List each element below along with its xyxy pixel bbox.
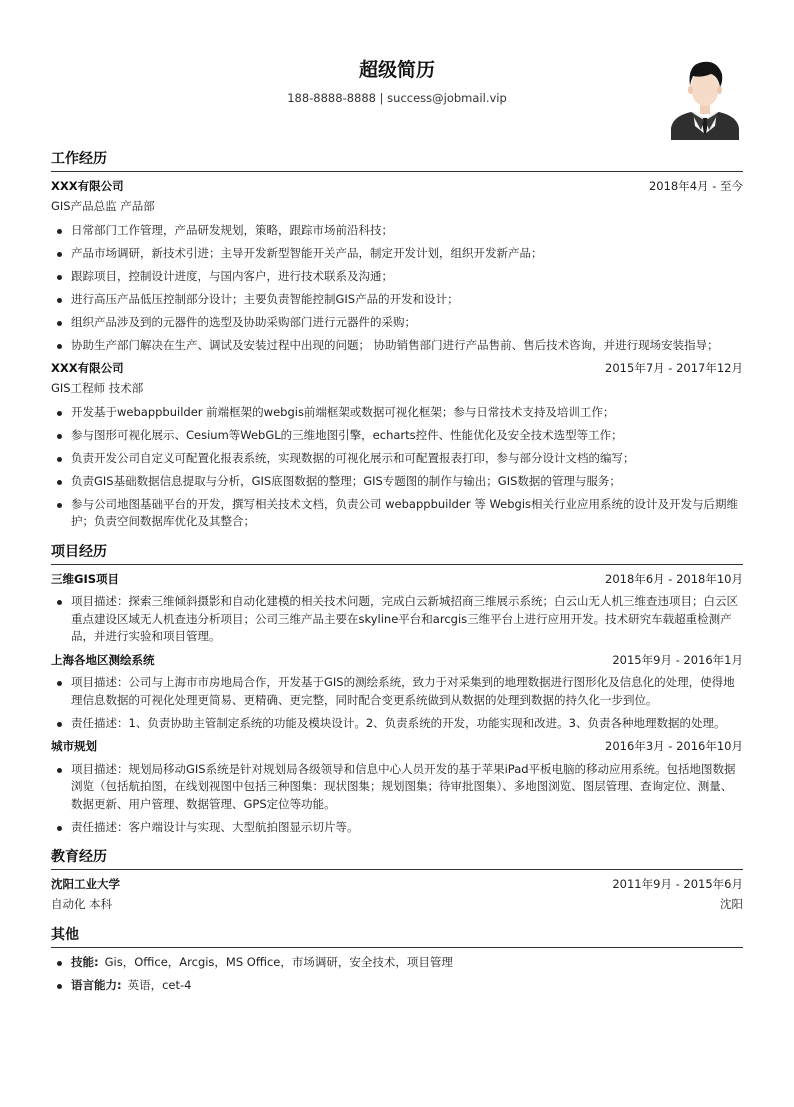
work-entry — [51, 178, 743, 354]
bullet-list — [51, 404, 743, 531]
language-item — [51, 977, 743, 995]
list-item: 组织产品涉及到的元器件的选型及协助采购部门进行元器件的采购； — [51, 314, 743, 332]
section-title-education: 教育经历 — [51, 846, 743, 870]
project-name: 上海各地区测绘系统 — [51, 652, 155, 667]
project-entry — [51, 738, 743, 836]
bullet-list — [51, 222, 743, 355]
list-item: 项目描述：规划局移动GIS系统是针对规划局各级领导和信息中心人员开发的基于苹果iPad平板电脑的移动应用系统。包括地图数据浏览（包括航拍图，在线划视图中包括三种图集：现状图集；规划图集；待审批图集）、多地图浏览、图层管理、查询定位、测量、数据更新、用户管理、数据管理、GPS定位等功能。 — [51, 761, 743, 814]
company-name: XXX有限公司 — [51, 179, 124, 193]
language-value: 英语，cet-4 — [127, 977, 192, 992]
section-title-projects: 项目经历 — [51, 541, 743, 565]
project-entry — [51, 652, 743, 733]
list-item: 跟踪项目，控制设计进度，与国内客户，进行技术联系及沟通； — [51, 268, 743, 286]
section-title-work: 工作经历 — [51, 148, 743, 172]
skills-label: 技能: — [71, 954, 99, 969]
skills-value: Gis，Office，Arcgis，MS Office，市场调研，安全技术，项目管理 — [104, 954, 453, 969]
list-item: 项目描述：公司与上海市市房地局合作，开发基于GIS的测绘系统，致力于对采集到的地理数据进行图形化及信息化的处理，使得地理信息数据的可视化处理更简易、更精确、更完整，同时配合变更系统做到从数据的处理到数据的持久化一步到位。 — [51, 674, 743, 709]
bullet-list — [51, 674, 743, 732]
section-title-other: 其他 — [51, 924, 743, 948]
project-name: 城市规划 — [51, 739, 97, 753]
project-entry — [51, 571, 743, 646]
avatar-photo — [671, 56, 739, 140]
list-item: 责任描述：1、负责协助主管制定系统的功能及模块设计。2、负责系统的开发，功能实现和改进。3、负责各种地理数据的处理。 — [51, 715, 743, 733]
resume-body — [51, 148, 743, 994]
location: 沈阳 — [720, 897, 743, 911]
date-range: 2015年7月 - 2017年12月 — [605, 361, 743, 375]
other-list — [51, 954, 743, 995]
skills-item — [51, 954, 743, 972]
project-name: 三维GIS项目 — [51, 571, 119, 586]
list-item: 协助生产部门解决在生产、调试及安装过程中出现的问题； 协助销售部门进行产品售前、售后技术咨询，并进行现场安装指导； — [51, 337, 743, 355]
list-item: 日常部门工作管理，产品研发规划，策略，跟踪市场前沿科技； — [51, 222, 743, 240]
language-label: 语言能力: — [71, 977, 122, 992]
school-name: 沈阳工业大学 — [51, 877, 120, 891]
candidate-name: 超级简历 — [358, 59, 435, 81]
contact-info: 188-8888-8888 | success@jobmail.vip — [287, 91, 507, 105]
job-role: GIS产品总监 产品部 — [51, 199, 155, 213]
date-range: 2018年4月 - 至今 — [648, 179, 743, 193]
date-range: 2011年9月 - 2015年6月 — [612, 877, 743, 891]
list-item: 参与图形可视化展示、Cesium等WebGL的三维地图引擎，echarts控件、性能优化及安全技术选型等工作； — [51, 427, 743, 445]
date-range: 2018年6月 - 2018年10月 — [605, 571, 743, 586]
list-item: 产品市场调研，新技术引进；主导开发新型智能开关产品，制定开发计划，组织开发新产品； — [51, 245, 743, 263]
list-item: 负责GIS基础数据信息提取与分析，GIS底图数据的整理；GIS专题图的制作与输出；GIS数据的管理与服务； — [51, 473, 743, 491]
job-role: GIS工程师 技术部 — [51, 381, 144, 395]
degree: 自动化 本科 — [51, 897, 113, 911]
list-item: 参与公司地图基础平台的开发，撰写相关技术文档，负责公司 webappbuilder 等 Webgis相关行业应用系统的设计及开发与后期维护；负责空间数据库优化及其整合； — [51, 496, 743, 531]
person-avatar-icon — [671, 56, 739, 140]
list-item: 进行高压产品低压控制部分设计；主要负责智能控制GIS产品的开发和设计； — [51, 291, 743, 309]
bullet-list — [51, 761, 743, 837]
bullet-list — [51, 593, 743, 646]
list-item: 责任描述：客户端设计与实现、大型航拍图显示切片等。 — [51, 819, 743, 837]
education-entry — [51, 876, 743, 914]
work-entry — [51, 360, 743, 531]
company-name: XXX有限公司 — [51, 361, 124, 375]
date-range: 2016年3月 - 2016年10月 — [605, 739, 743, 753]
list-item: 开发基于webappbuilder 前端框架的webgis前端框架或数据可视化框架；参与日常技术支持及培训工作； — [51, 404, 743, 422]
list-item: 项目描述：探索三维倾斜摄影和自动化建模的相关技术问题，完成白云新城招商三维展示系统；白云山无人机三维查违项目；白云区重点建设区域无人机查违分析项目；公司三维产品主要在skyline平台和arcgis三维平台上进行应用开发。技术研究车载超重检测产品，并进行实验和项目管理。 — [51, 593, 743, 646]
list-item: 负责开发公司自定义可配置化报表系统，实现数据的可视化展示和可配置报表打印，参与部分设计文档的编写； — [51, 450, 743, 468]
date-range: 2015年9月 - 2016年1月 — [612, 652, 743, 667]
